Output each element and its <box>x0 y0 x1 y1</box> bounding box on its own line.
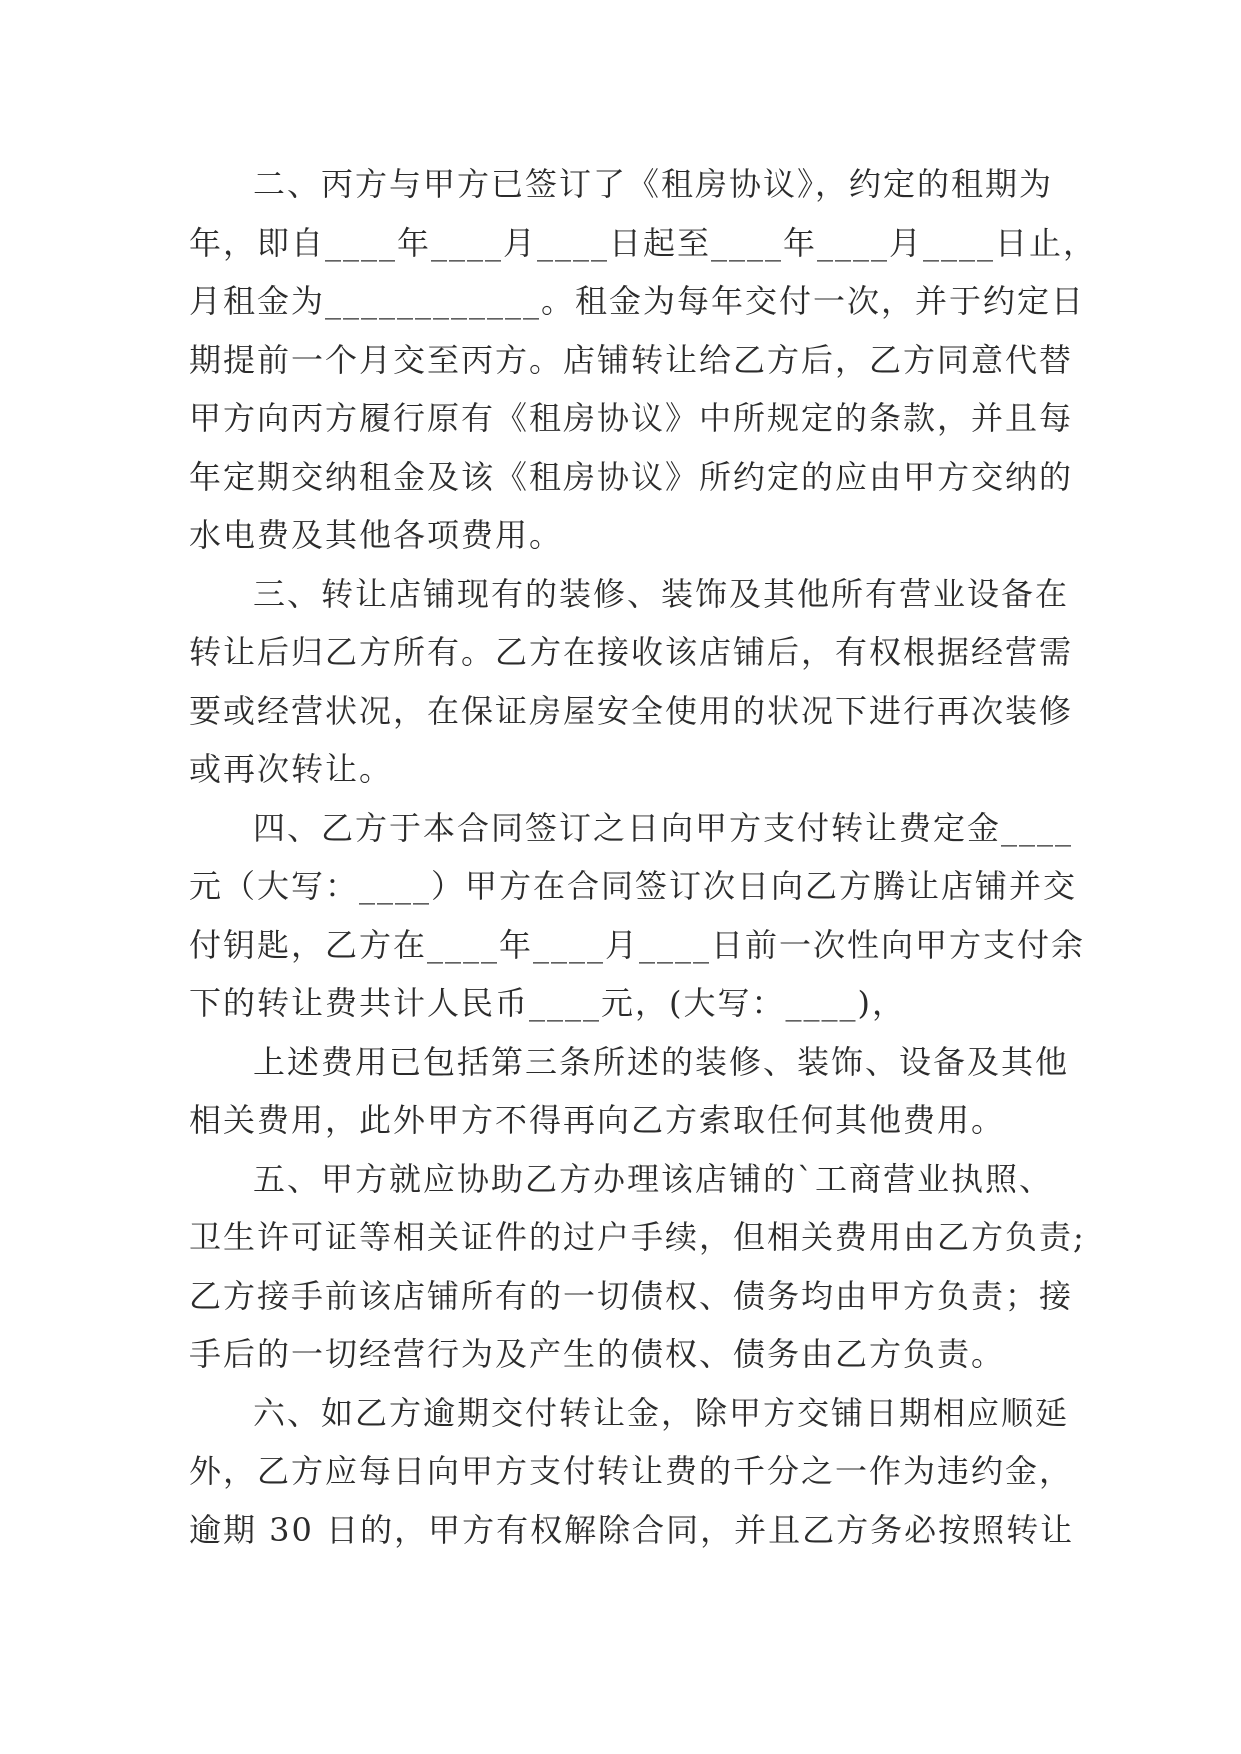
text-line: 手后的一切经营行为及产生的债权、债务由乙方负责。 <box>189 1335 1006 1373</box>
text-line: 六、如乙方逾期交付转让金，除甲方交铺日期相应顺延 <box>253 1393 1070 1432</box>
text-line: 水电费及其他各项费用。 <box>189 516 564 554</box>
text-line: 卫生许可证等相关证件的过户手续，但相关费用由乙方负责; <box>189 1218 1086 1256</box>
text-line: 外，乙方应每日向甲方支付转让费的千分之一作为违约金， <box>189 1452 1074 1490</box>
text-line: 期提前一个月交至丙方。店铺转让给乙方后，乙方同意代替 <box>189 340 1074 379</box>
text-line: 五、甲方就应协助乙方办理该店铺的`工商营业执照、 <box>253 1159 1054 1198</box>
text-line: 乙方接手前该店铺所有的一切债权、债务均由甲方负责；接 <box>189 1276 1074 1315</box>
text-line: 月租金为____________。租金为每年交付一次，并于约定日 <box>189 282 1086 320</box>
text-line: 年，即自____年____月____日起至____年____月____日止， <box>189 223 1098 262</box>
text-line: 年定期交纳租金及该《租房协议》所约定的应由甲方交纳的 <box>189 457 1074 496</box>
text-line: 四、乙方于本合同签订之日向甲方支付转让费定金____ <box>253 808 1074 847</box>
text-line: 三、转让店铺现有的装修、装饰及其他所有营业设备在 <box>253 574 1070 613</box>
text-line: 要或经营状况，在保证房屋安全使用的状况下进行再次装修 <box>189 691 1074 730</box>
text-line: 付钥匙，乙方在____年____月____日前一次性向甲方支付余 <box>189 925 1086 964</box>
text-line: 转让后归乙方所有。乙方在接收该店铺后，有权根据经营需 <box>189 633 1074 671</box>
contract-body <box>189 155 1098 1559</box>
text-line: 元（大写：____）甲方在合同签订次日向乙方腾让店铺并交 <box>189 867 1078 905</box>
text-line: 甲方向丙方履行原有《租房协议》中所规定的条款，并且每 <box>189 399 1074 437</box>
text-line: 二、丙方与甲方已签订了《租房协议》，约定的租期为 <box>253 165 1054 203</box>
text-line: 逾期 30 日的，甲方有权解除合同，并且乙方务必按照转让 <box>189 1510 1075 1549</box>
text-line: 相关费用，此外甲方不得再向乙方索取任何其他费用。 <box>189 1101 1006 1139</box>
text-line: 上述费用已包括第三条所述的装修、装饰、设备及其他 <box>253 1042 1070 1081</box>
text-line: 下的转让费共计人民币____元，(大写：____)， <box>189 984 906 1022</box>
text-line: 或再次转让。 <box>189 750 394 788</box>
